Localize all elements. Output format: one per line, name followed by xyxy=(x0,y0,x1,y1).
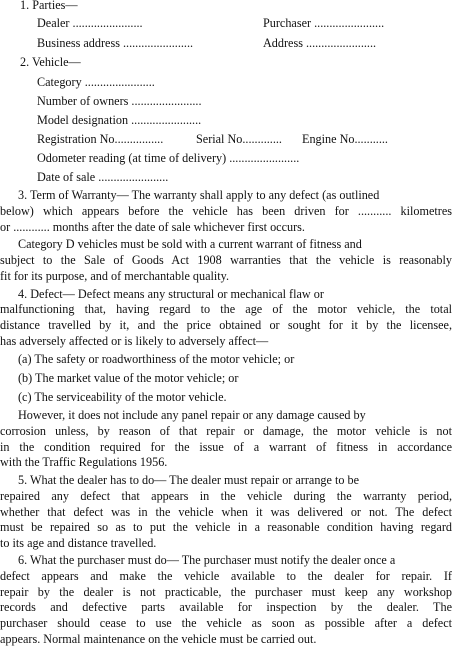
however-line: corrosion unless, by reason of that repair or damage, the motor vehicle is not xyxy=(0,424,452,438)
purchaser-duty-line: purchaser should cease to use the vehicle as soon as possible after a defect xyxy=(0,616,452,630)
address-field: Address ....................... xyxy=(263,36,377,50)
business-address-field: Business address ....................... xyxy=(37,36,194,50)
category-d-line: Category D vehicles must be sold with a current warrant of fitness and xyxy=(18,237,362,251)
parties-heading: 1. Parties— xyxy=(20,0,78,12)
however-line: However, it does not include any panel repair or any damage caused by xyxy=(18,408,366,422)
category-d-line: subject to the Sale of Goods Act 1908 warranties that the vehicle is reasonably xyxy=(0,253,452,267)
dealer-duty-line: must be repaired so as to put the vehicle in a reasonable condition having regard xyxy=(0,520,452,534)
model-designation-field: Model designation ....................... xyxy=(37,113,202,127)
purchaser-duty-line: 6. What the purchaser must do— The purchaser must notify the dealer once a xyxy=(18,553,396,567)
vehicle-heading: 2. Vehicle— xyxy=(20,55,81,69)
category-field: Category ....................... xyxy=(37,75,155,89)
defect-line: 4. Defect— Defect means any structural or mechanical flaw or xyxy=(18,287,324,301)
however-line: in the condition required for the issue of a warrant of fitness in accordance xyxy=(0,440,452,454)
category-d-line: fit for its purpose, and of merchantable quality. xyxy=(0,269,230,283)
warranty-term-line: 3. Term of Warranty— The warranty shall apply to any defect (as outlined xyxy=(18,188,380,202)
purchaser-duty-line: records and defective parts available for inspection by the dealer. The xyxy=(0,600,452,614)
defect-item-a: (a) The safety or roadworthiness of the motor vehicle; or xyxy=(18,352,295,366)
purchaser-field: Purchaser ....................... xyxy=(263,16,385,30)
engine-no-field: Engine No........... xyxy=(302,132,388,146)
purchaser-duty-line: repair by the dealer is not practicable, the purchaser must keep any workshop xyxy=(0,585,452,599)
dealer-field: Dealer ....................... xyxy=(37,16,143,30)
defect-item-b: (b) The market value of the motor vehicle; or xyxy=(18,371,239,385)
serial-no-field: Serial No............. xyxy=(196,132,282,146)
registration-no-field: Registration No................ xyxy=(37,132,164,146)
defect-item-c: (c) The serviceability of the motor vehicle. xyxy=(18,390,227,404)
dealer-duty-line: 5. What the dealer has to do— The dealer must repair or arrange to be xyxy=(18,473,360,487)
defect-line: distance travelled by it, and the price obtained or sought for it by the licensee, xyxy=(0,318,452,332)
warranty-term-line: below) which appears before the vehicle has been driven for ........... kilometres xyxy=(0,204,452,218)
dealer-duty-line: whether that defect was in the vehicle when it was delivered or not. The defect xyxy=(0,505,452,519)
defect-line: malfunctioning that, having regard to the age of the motor vehicle, the total xyxy=(0,302,452,316)
purchaser-duty-line: defect appears and make the vehicle available to the dealer for repair. If xyxy=(0,569,452,583)
dealer-duty-line: to its age and distance travelled. xyxy=(0,536,157,550)
defect-line: has adversely affected or is likely to adversely affect— xyxy=(0,334,269,348)
however-line: with the Traffic Regulations 1956. xyxy=(0,455,168,469)
odometer-field: Odometer reading (at time of delivery) ....................... xyxy=(37,151,300,165)
warranty-term-line: or ............ months after the date of sale whichever first occurs. xyxy=(0,220,305,234)
number-of-owners-field: Number of owners ....................... xyxy=(37,94,202,108)
date-of-sale-field: Date of sale ....................... xyxy=(37,170,169,184)
purchaser-duty-line: appears. Normal maintenance on the vehicle must be carried out. xyxy=(0,632,317,646)
dealer-duty-line: repaired any defect that appears in the vehicle during the warranty period, xyxy=(0,489,452,503)
